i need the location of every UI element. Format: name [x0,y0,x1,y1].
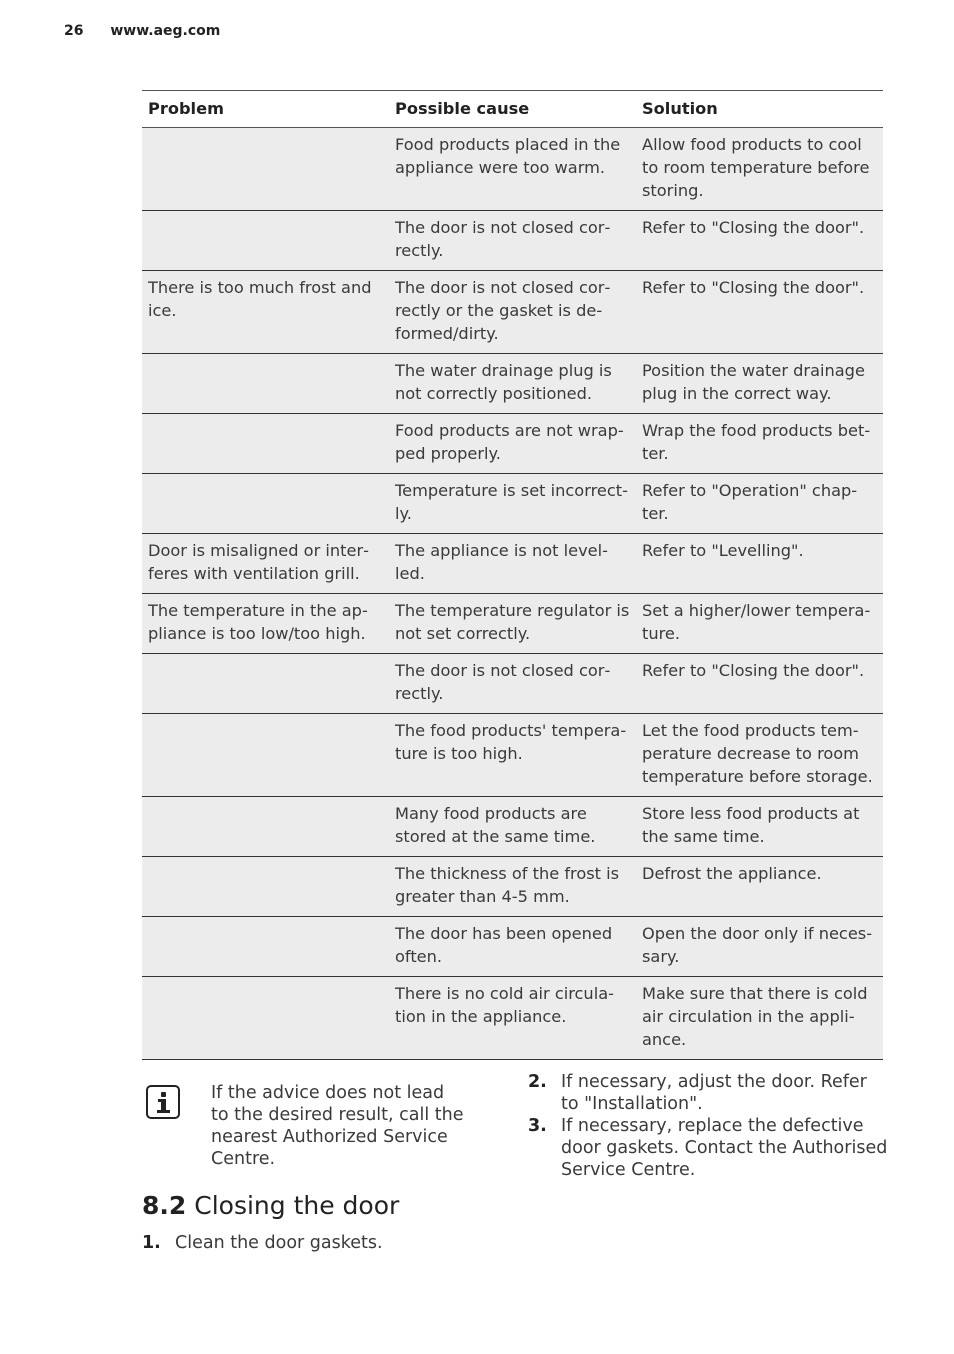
solution-cell: Wrap the food products better. [636,414,883,474]
column-header-cause: Possible cause [389,91,636,128]
table-row [142,714,883,797]
problem-cell [142,128,389,211]
solution-cell: Refer to "Closing the door". [636,211,883,271]
step-text: If necessary, replace the defective door gaskets. Contact the Authorised Service Centre. [561,1116,888,1180]
problem-cell: There is too much frost and ice. [142,271,389,354]
table-row [142,977,883,1060]
problem-cell [142,414,389,474]
cause-cell: The food products' temperature is too high. [389,714,636,797]
cause-cell: The water drainage plug is not correctly positioned. [389,354,636,414]
table-row [142,271,883,354]
section-heading [142,1190,399,1222]
solution-cell: Open the door only if necessary. [636,917,883,977]
list-item [528,1071,888,1115]
table-header-row [142,91,883,128]
step-text: Clean the door gaskets. [175,1233,383,1253]
solution-cell: Make sure that there is cold air circulation in the appliance. [636,977,883,1060]
table-row [142,534,883,594]
cause-cell: Many food products are stored at the same time. [389,797,636,857]
step-number: 2. [528,1072,547,1092]
column-header-problem: Problem [142,91,389,128]
solution-cell: Refer to "Operation" chapter. [636,474,883,534]
solution-cell: Refer to "Closing the door". [636,654,883,714]
cause-cell: The thickness of the frost is greater than 4-5 mm. [389,857,636,917]
problem-cell: Door is misaligned or interferes with ventilation grill. [142,534,389,594]
table-row [142,594,883,654]
problem-cell [142,977,389,1060]
step-number: 1. [142,1233,161,1253]
solution-cell: Refer to "Levelling". [636,534,883,594]
problem-cell [142,654,389,714]
cause-cell: The door is not closed correctly. [389,654,636,714]
problem-cell [142,797,389,857]
cause-cell: There is no cold air circulation in the appliance. [389,977,636,1060]
cause-cell: The door is not closed correctly or the gasket is deformed/dirty. [389,271,636,354]
section-title: Closing the door [194,1191,400,1220]
problem-cell [142,474,389,534]
page-number: 26 [64,23,84,39]
problem-cell [142,211,389,271]
table-row [142,654,883,714]
cause-cell: Food products are not wrapped properly. [389,414,636,474]
cause-cell: Food products placed in the appliance were too warm. [389,128,636,211]
steps-list-continued [528,1071,888,1181]
section-number: 8.2 [142,1191,187,1220]
site-url: www.aeg.com [110,23,221,39]
problem-cell [142,917,389,977]
troubleshooting-table [142,90,883,1060]
step-number: 3. [528,1116,547,1136]
solution-cell: Let the food products temperature decrease to room temperature before storage. [636,714,883,797]
problem-cell: The temperature in the appliance is too low/too high. [142,594,389,654]
table-row [142,917,883,977]
cause-cell: The appliance is not levelled. [389,534,636,594]
solution-cell: Position the water drainage plug in the correct way. [636,354,883,414]
solution-cell: Store less food products at the same time. [636,797,883,857]
cause-cell: Temperature is set incorrectly. [389,474,636,534]
column-header-solution: Solution [636,91,883,128]
cause-cell: The temperature regulator is not set correctly. [389,594,636,654]
solution-cell: Defrost the appliance. [636,857,883,917]
step-text: If necessary, adjust the door. Refer to "Installation". [561,1072,867,1114]
list-item [142,1232,502,1254]
cause-cell: The door has been opened often. [389,917,636,977]
table-row [142,797,883,857]
info-icon [146,1085,180,1119]
problem-cell [142,714,389,797]
problem-cell [142,354,389,414]
solution-cell: Refer to "Closing the door". [636,271,883,354]
table-row [142,474,883,534]
table-row [142,211,883,271]
solution-cell: Set a higher/lower temperature. [636,594,883,654]
table-row [142,128,883,211]
list-item [528,1115,888,1181]
cause-cell: The door is not closed correctly. [389,211,636,271]
table-row [142,857,883,917]
problem-cell [142,857,389,917]
solution-cell: Allow food products to cool to room temperature before storing. [636,128,883,211]
table-row [142,414,883,474]
info-text: If the advice does not lead to the desired result, call the nearest Authorized Service Centre. [211,1083,464,1169]
steps-list [142,1232,502,1254]
page-header [64,23,220,39]
table-row [142,354,883,414]
